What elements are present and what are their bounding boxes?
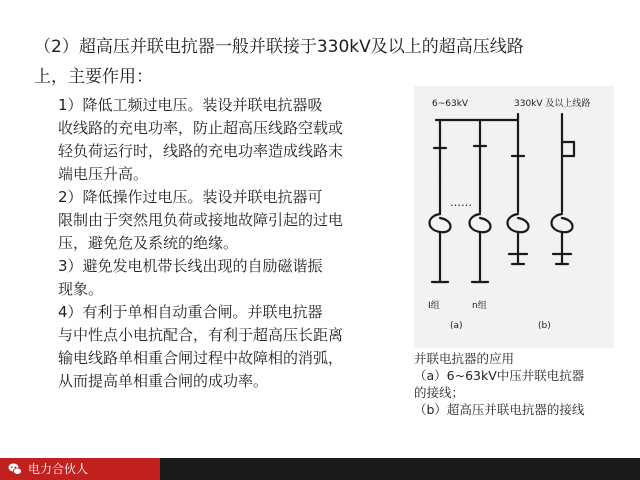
reactor-coil-a1 [430,214,451,232]
figure-mark-1: Ⅰ组 [428,301,440,311]
figure-label-left: 6~63kV [432,99,469,109]
point-2-line-3: 压，避免危及系统的绝缘。 [58,234,239,252]
figure-label-right: 330kV 及以上线路 [514,99,591,109]
reactor-coil-an [470,214,491,232]
reactor-coil-b2 [552,214,573,232]
point-4-line-4: 从而提高单相重合闸的成功率。 [58,372,269,390]
footer-brand [0,458,160,480]
point-4 [58,301,388,393]
footer-label: 电力合伙人 [28,462,89,476]
caption-line-a1: （a）6~63kV中压并联电抗器 [414,368,585,383]
point-1-line-3: 轻负荷运行时，线路的充电功率造成线路末 [58,142,344,160]
figure-dots: …… [450,196,472,209]
point-1-line-2: 收线路的充电功率，防止超高压线路空载或 [58,119,344,137]
point-3-line-2: 现象。 [58,280,104,298]
point-4-line-1: 4）有利于单相自动重合闸。并联电抗器 [58,303,323,321]
heading-line-1: （2）超高压并联电抗器一般并联接于330kV及以上的超高压线路 [34,37,524,57]
chat-bubbles-icon [8,462,22,476]
reactor-wiring-figure [414,86,614,348]
footer-bar [0,458,640,480]
point-3 [58,255,388,301]
point-3-line-1: 3）避免发电机带长线出现的自励磁谐振 [58,257,323,275]
figure-panel-b: (b) [538,321,551,331]
slide-heading [34,32,614,92]
caption-line-b: （b）超高压并联电抗器的接线 [414,402,585,417]
caption-line-a2: 的接线； [414,385,465,400]
figure-caption [414,350,628,418]
caption-title: 并联电抗器的应用 [414,351,515,366]
figure-mark-n: n组 [472,301,487,311]
heading-line-2: 上，主要作用： [34,67,153,87]
point-2-line-1: 2）降低操作过电压。装设并联电抗器可 [58,188,323,206]
reactor-coil-b1 [508,214,529,232]
point-4-line-3: 输电线路单相重合闸过程中故障相的消弧， [58,349,344,367]
point-1-line-4: 端电压升高。 [58,165,149,183]
figure-panel-a: (a) [450,321,463,331]
point-1 [58,94,388,186]
point-1-line-1: 1）降低工频过电压。装设并联电抗器吸 [58,96,323,114]
function-list [58,94,388,393]
point-2 [58,186,388,255]
point-2-line-2: 限制由于突然甩负荷或接地故障引起的过电 [58,211,344,229]
point-4-line-2: 与中性点小电抗配合，有利于超高压长距离 [58,326,344,344]
wiring-diagram [414,86,614,348]
